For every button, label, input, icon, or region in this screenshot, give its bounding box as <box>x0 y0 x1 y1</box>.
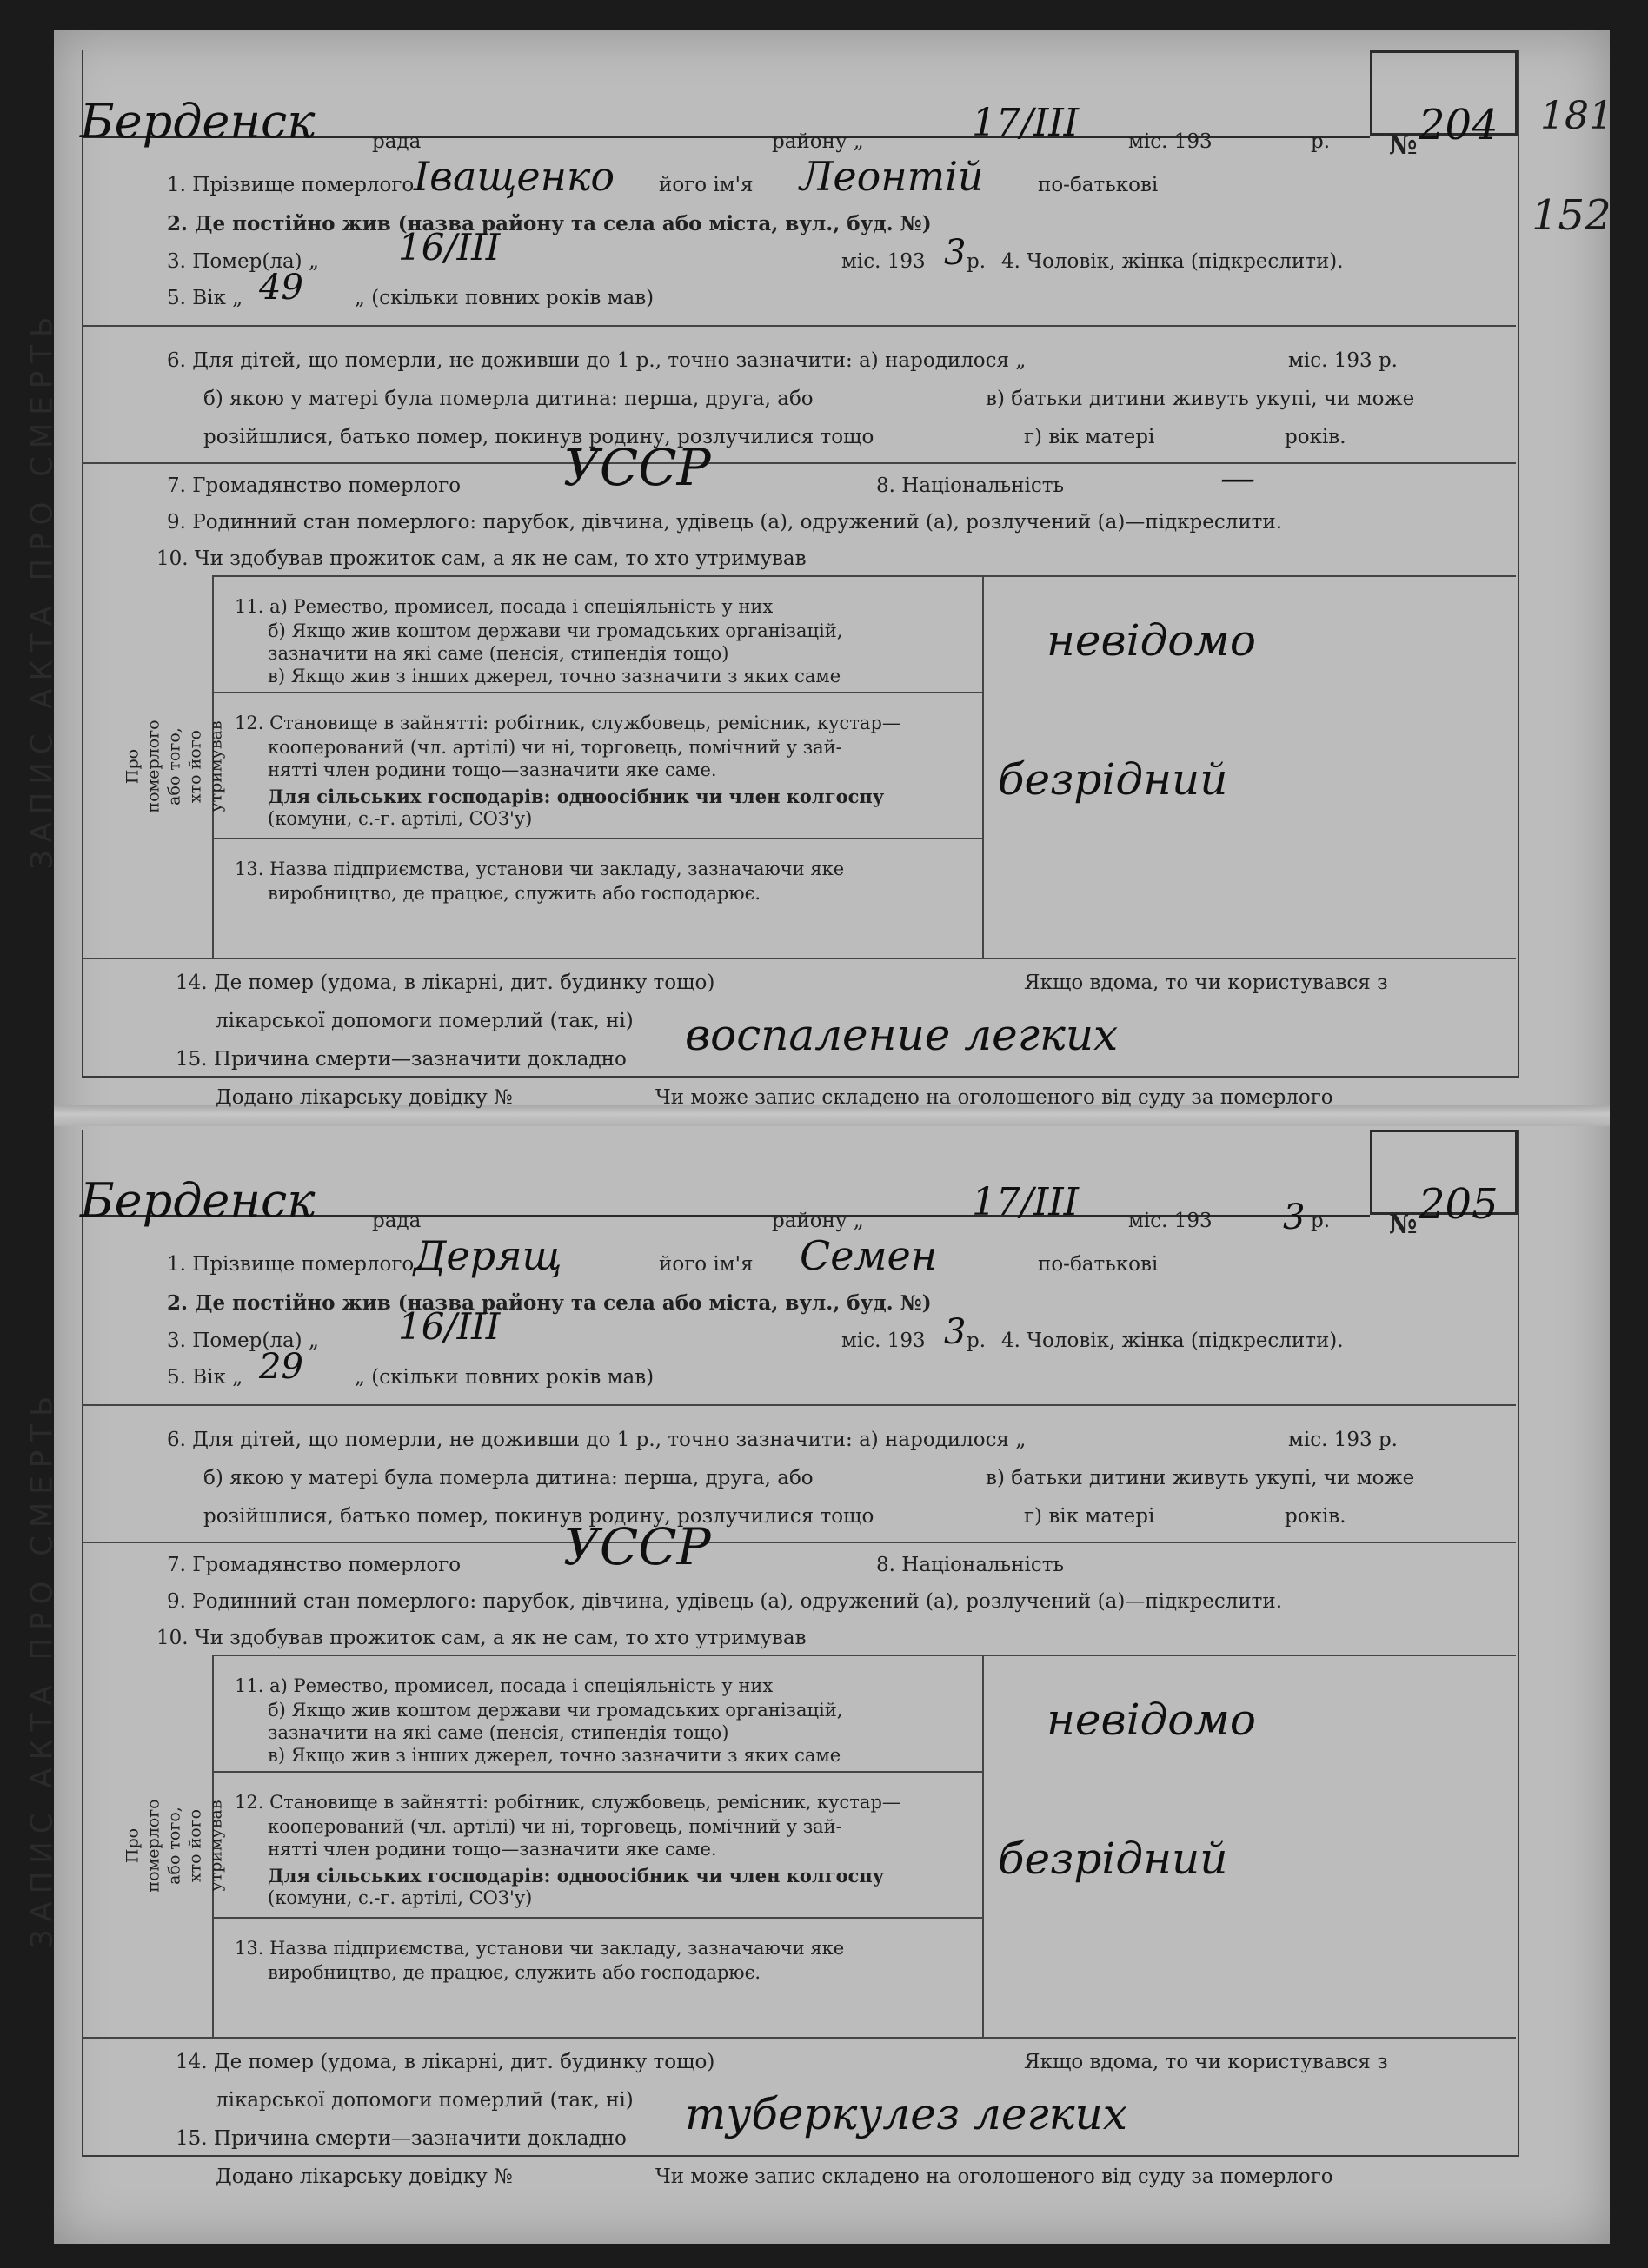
label-q5: 5. Вік „ <box>167 1366 243 1389</box>
divider-line <box>212 1917 982 1919</box>
label-q13-b: виробництво, де працює, служить або господарює. <box>268 883 761 904</box>
divider-line <box>82 462 1516 464</box>
label-q12-end: (комуни, с.-г. артілі, СОЗ'у) <box>268 808 533 829</box>
hw-surname: Дерящ <box>414 1232 562 1279</box>
inner-right-divider <box>982 1655 984 2037</box>
hw-death-year: 3 <box>944 233 967 273</box>
label-mis: міс. 193 <box>1128 130 1213 153</box>
inner-side-label: Про померлого або того, хто його утримував <box>123 1799 226 1893</box>
label-q6c-tail: г) вік матері <box>1024 426 1155 448</box>
label-q11-d: в) Якщо жив з інших джерел, точно зазначити з яких саме <box>268 1745 841 1766</box>
label-q6c-end: років. <box>1285 426 1346 448</box>
label-q8: 8. Національність <box>876 474 1065 497</box>
label-q14-tail: Якщо вдома, то чи користувався з <box>1024 2051 1388 2073</box>
divider-line <box>212 1771 982 1773</box>
label-rada: рада <box>372 130 422 153</box>
label-q3-r: р. <box>967 250 987 273</box>
margin-note-side: 152 <box>1532 191 1611 240</box>
label-q13-a: 13. Назва підприємства, установи чи закладу, зазначаючи яке <box>235 859 845 879</box>
hw-citizenship: УССР <box>563 1517 711 1576</box>
label-q5-tail: „ (скільки повних років мав) <box>355 1366 655 1389</box>
hw-age: 49 <box>259 268 303 308</box>
hw-date-day: 17/III <box>972 1180 1079 1224</box>
label-q10: 10. Чи здобував прожиток сам, а як не сам, то хто утримував <box>156 547 807 570</box>
hw-death-date: 16/III <box>398 1305 501 1348</box>
label-q12-c: нятті член родини тощо—зазначити яке саме. <box>268 1839 717 1860</box>
divider-line <box>82 1404 1516 1406</box>
label-rayon: району „ <box>772 130 864 153</box>
label-rada: рада <box>372 1210 422 1232</box>
label-q11-b: б) Якщо жив коштом держави чи громадських організацій, <box>268 620 843 641</box>
label-q14-tail: Якщо вдома, то чи користувався з <box>1024 972 1388 994</box>
hw-number: 204 <box>1419 101 1498 149</box>
hw-status: безрідний <box>998 754 1228 805</box>
label-q12-a: 12. Становище в зайнятті: робітник, службовець, ремісник, кустар— <box>235 713 900 733</box>
label-q12-end: (комуни, с.-г. артілі, СОЗ'у) <box>268 1887 533 1908</box>
hw-village: Берденск <box>80 1173 316 1228</box>
label-q16-tail: Чи може запис складено на оголошеного від суду за померлого <box>655 1086 1333 1109</box>
label-q15: 15. Причина смерти—зазначити докладно <box>176 2127 627 2150</box>
label-q6c-tail: г) вік матері <box>1024 1505 1155 1528</box>
label-q13-b: виробництво, де працює, служить або господарює. <box>268 1962 761 1983</box>
hw-death-date: 16/III <box>398 226 501 269</box>
label-q14b: лікарської допомоги померлий (так, ні) <box>216 1010 634 1032</box>
label-q14b: лікарської допомоги померлий (так, ні) <box>216 2089 634 2112</box>
margin-note-top: 181 <box>1540 94 1613 138</box>
label-q12-a: 12. Становище в зайнятті: робітник, службовець, ремісник, кустар— <box>235 1792 900 1813</box>
inner-side-label: Про померлого або того, хто його утримував <box>123 720 226 813</box>
label-q13-a: 13. Назва підприємства, установи чи закладу, зазначаючи яке <box>235 1938 845 1959</box>
death-record-card-1 <box>7 50 1537 1109</box>
hw-first-name: Семен <box>800 1232 938 1279</box>
label-q3-mis: міс. 193 <box>841 250 926 273</box>
hw-cause: туберкулез легких <box>685 2089 1127 2139</box>
label-q6b: б) якою у матері була померла дитина: перша, друга, або <box>203 1467 814 1489</box>
hw-death-year: 3 <box>944 1312 967 1352</box>
hw-date-day: 17/III <box>972 101 1079 145</box>
label-mis: міс. 193 <box>1128 1210 1213 1232</box>
label-q6a-tail: міс. 193 р. <box>1288 349 1398 372</box>
label-q6a-tail: міс. 193 р. <box>1288 1429 1398 1451</box>
hw-status: безрідний <box>998 1834 1228 1884</box>
label-q5: 5. Вік „ <box>167 287 243 309</box>
hw-nationality-mark: — <box>1220 459 1255 499</box>
label-q6c: розійшлися, батько помер, покинув родину, розлучилися тощо <box>203 1505 874 1528</box>
label-q6a: 6. Для дітей, що померли, не доживши до 1 р., точно зазначити: а) народилося „ <box>167 1429 1027 1451</box>
label-q8: 8. Національність <box>876 1554 1065 1576</box>
hw-occupation: невідомо <box>1047 1694 1256 1745</box>
label-q11-a: 11. а) Ремество, промисел, посада і спеціяльність у них <box>235 1675 774 1696</box>
label-q6c: розійшлися, батько помер, покинув родину, розлучилися тощо <box>203 426 874 448</box>
label-r: р. <box>1311 130 1331 153</box>
label-q11-c: зазначити на які саме (пенсія, стипендія тощо) <box>268 1722 729 1743</box>
label-q12-bold: Для сільських господарів: одноосібник чи член колгоспу <box>268 786 885 807</box>
label-no: № <box>1389 130 1418 161</box>
label-q10: 10. Чи здобував прожиток сам, а як не сам, то хто утримував <box>156 1627 807 1649</box>
label-q6b-tail: в) батьки дитини живуть укупі, чи може <box>986 388 1415 410</box>
label-q3: 3. Помер(ла) „ <box>167 1330 319 1352</box>
hw-village: Берденск <box>80 94 316 149</box>
divider-line <box>212 575 1516 577</box>
hw-surname: Іващенко <box>414 153 615 200</box>
inner-right-divider <box>982 575 984 958</box>
label-q14: 14. Де помер (удома, в лікарні, дит. будинку тощо) <box>176 972 715 994</box>
divider-line <box>82 958 1516 959</box>
label-q14: 14. Де помер (удома, в лікарні, дит. будинку тощо) <box>176 2051 715 2073</box>
hw-year-suffix: 3 <box>1283 1197 1306 1237</box>
label-q5-tail: „ (скільки повних років мав) <box>355 287 655 309</box>
label-q1-name: його ім'я <box>659 1253 754 1276</box>
label-q4: 4. Чоловік, жінка (підкреслити). <box>1001 1330 1344 1352</box>
hw-age: 29 <box>259 1347 303 1387</box>
label-q16: Додано лікарську довідку № <box>216 2165 513 2188</box>
label-no: № <box>1389 1210 1418 1240</box>
label-q6b-tail: в) батьки дитини живуть укупі, чи може <box>986 1467 1415 1489</box>
label-q12-b: кооперований (чл. артілі) чи ні, торговець, помічний у зай- <box>268 737 842 758</box>
label-rayon: району „ <box>772 1210 864 1232</box>
label-q6b: б) якою у матері була померла дитина: перша, друга, або <box>203 388 814 410</box>
label-q3-mis: міс. 193 <box>841 1330 926 1352</box>
label-q1-name: його ім'я <box>659 174 754 196</box>
label-q9: 9. Родинний стан померлого: парубок, дівчина, удівець (а), одружений (а), розлучений (а)—підкреслити. <box>167 1590 1283 1613</box>
label-q12-b: кооперований (чл. артілі) чи ні, торговець, помічний у зай- <box>268 1816 842 1837</box>
label-q9: 9. Родинний стан померлого: парубок, дівчина, удівець (а), одружений (а), розлучений (а)—підкреслити. <box>167 511 1283 534</box>
label-q11-d: в) Якщо жив з інших джерел, точно зазначити з яких саме <box>268 666 841 686</box>
label-q16: Додано лікарську довідку № <box>216 1086 513 1109</box>
divider-line <box>212 1655 1516 1656</box>
label-q16-tail: Чи може запис складено на оголошеного від суду за померлого <box>655 2165 1333 2188</box>
label-q1: 1. Прізвище померлого <box>167 1253 415 1276</box>
hw-citizenship: УССР <box>563 438 711 497</box>
hw-first-name: Леонтій <box>800 153 984 200</box>
label-q7: 7. Громадянство померлого <box>167 1554 462 1576</box>
label-q11-b: б) Якщо жив коштом держави чи громадських організацій, <box>268 1700 843 1721</box>
label-q1-pb: по-батькові <box>1038 1253 1159 1276</box>
label-q3-r: р. <box>967 1330 987 1352</box>
label-q7: 7. Громадянство померлого <box>167 474 462 497</box>
label-q12-c: нятті член родини тощо—зазначити яке саме. <box>268 759 717 780</box>
hw-number: 205 <box>1419 1180 1498 1229</box>
label-q2: 2. Де постійно жив (назва району та села або міста, вул., буд. №) <box>167 1291 932 1315</box>
label-q1-pb: по-батькові <box>1038 174 1159 196</box>
divider-line <box>82 2037 1516 2039</box>
label-q3: 3. Помер(ла) „ <box>167 250 319 273</box>
label-q2: 2. Де постійно жив (назва району та села або міста, вул., буд. №) <box>167 212 932 235</box>
side-title: ЗАПИС АКТА ПРО СМЕРТЬ <box>24 308 60 870</box>
divider-line <box>212 838 982 839</box>
divider-line <box>82 325 1516 327</box>
label-q11-c: зазначити на які саме (пенсія, стипендія тощо) <box>268 643 729 664</box>
divider-line <box>212 692 982 693</box>
label-q6c-end: років. <box>1285 1505 1346 1528</box>
death-record-card-2 <box>7 1130 1537 2188</box>
label-q6a: 6. Для дітей, що померли, не доживши до 1 р., точно зазначити: а) народилося „ <box>167 349 1027 372</box>
hw-occupation: невідомо <box>1047 615 1256 666</box>
divider-line <box>82 1542 1516 1543</box>
label-r: р. <box>1311 1210 1331 1232</box>
label-q15: 15. Причина смерти—зазначити докладно <box>176 1048 627 1071</box>
hw-cause: воспаление легких <box>685 1010 1119 1060</box>
label-q12-bold: Для сільських господарів: одноосібник чи член колгоспу <box>268 1865 885 1887</box>
label-q1: 1. Прізвище померлого <box>167 174 415 196</box>
label-q11-a: 11. а) Ремество, промисел, посада і спеціяльність у них <box>235 596 774 617</box>
label-q4: 4. Чоловік, жінка (підкреслити). <box>1001 250 1344 273</box>
side-title: ЗАПИС АКТА ПРО СМЕРТЬ <box>24 1388 60 1949</box>
